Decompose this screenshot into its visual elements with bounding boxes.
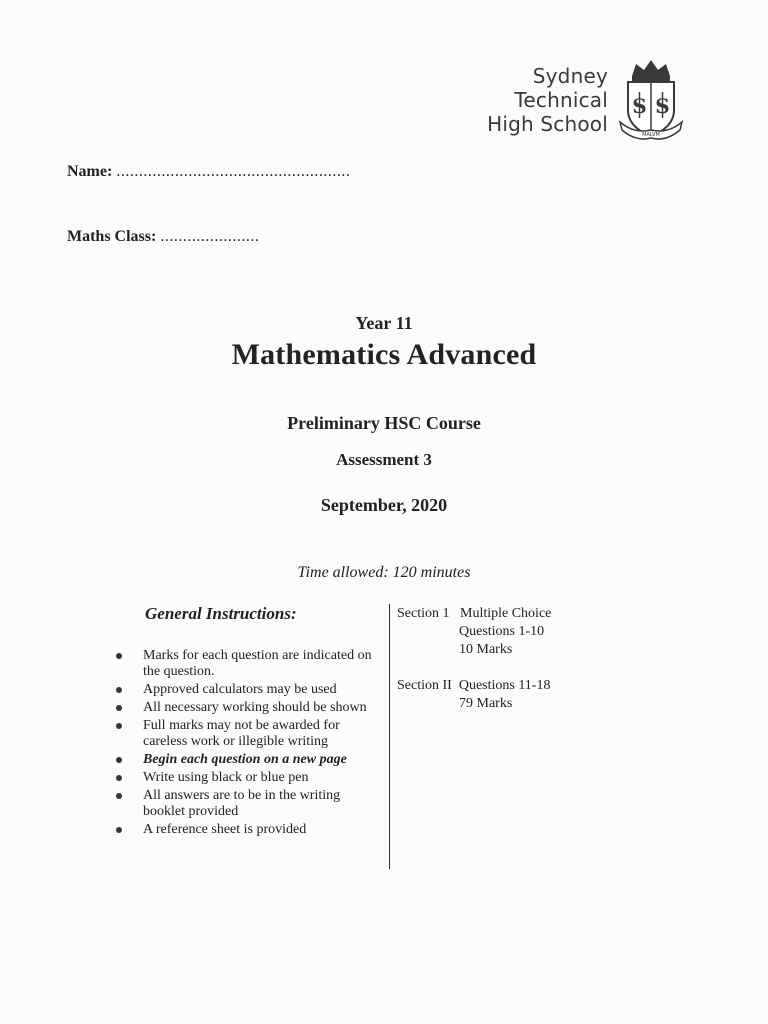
section-2-questions: Questions 11-18	[458, 678, 551, 693]
bullet-icon	[116, 793, 122, 799]
bullet-icon	[116, 687, 122, 693]
maths-class-field	[67, 228, 259, 246]
bullet-icon	[116, 775, 122, 781]
time-allowed: Time allowed: 120 minutes	[297, 564, 471, 581]
section-1-questions: Questions 1-10	[459, 624, 545, 639]
instructions-heading: General Instructions:	[145, 604, 297, 623]
instruction-item: Begin each question on a new page	[112, 752, 382, 768]
maths-class-dots: ......................	[160, 228, 260, 245]
bullet-icon	[116, 653, 122, 659]
exam-date: September, 2020	[320, 495, 448, 515]
instructions-list	[112, 648, 382, 840]
school-crest-icon	[618, 58, 684, 142]
school-name-line-3: High School	[487, 112, 608, 136]
section-2-marks: 79 Marks	[459, 696, 513, 711]
section-1-type: Multiple Choice	[460, 606, 552, 621]
maths-class-label: Maths Class:	[67, 228, 157, 245]
instruction-item: All necessary working should be shown	[112, 700, 382, 716]
instruction-item: Marks for each question are indicated on the question.	[112, 648, 382, 680]
bullet-icon	[116, 757, 122, 763]
instruction-item: All answers are to be in the writing booklet provided	[112, 788, 382, 820]
section-2-label: Section II	[397, 678, 452, 693]
svg-text:S: S	[655, 94, 670, 118]
bullet-icon	[116, 723, 122, 729]
name-dots: ....................................................	[116, 163, 351, 180]
instruction-item: Full marks may not be awarded for careless work or illegible writing	[112, 718, 382, 750]
page-title: Mathematics Advanced	[231, 338, 537, 371]
column-divider	[389, 604, 390, 869]
section-2-header	[397, 677, 551, 695]
school-name-line-2: Technical	[514, 88, 608, 112]
section-1-label: Section 1	[397, 606, 450, 621]
instruction-item: A reference sheet is provided	[112, 822, 382, 838]
course-label: Preliminary HSC Course	[287, 413, 481, 433]
svg-text:S: S	[632, 94, 647, 118]
assessment-label: Assessment 3	[336, 450, 432, 469]
crest-motto: MALVM	[642, 132, 660, 138]
bullet-icon	[116, 827, 122, 833]
section-1-marks: 10 Marks	[459, 642, 513, 657]
name-label: Name:	[67, 163, 113, 180]
instruction-item: Write using black or blue pen	[112, 770, 382, 786]
school-name-line-1: Sydney	[532, 64, 608, 88]
bullet-icon	[116, 705, 122, 711]
section-1-header	[397, 605, 551, 623]
year-label: Year 11	[355, 313, 413, 333]
name-field	[67, 163, 350, 181]
instruction-item: Approved calculators may be used	[112, 682, 382, 698]
sections-summary	[397, 605, 551, 713]
school-name	[487, 64, 608, 136]
